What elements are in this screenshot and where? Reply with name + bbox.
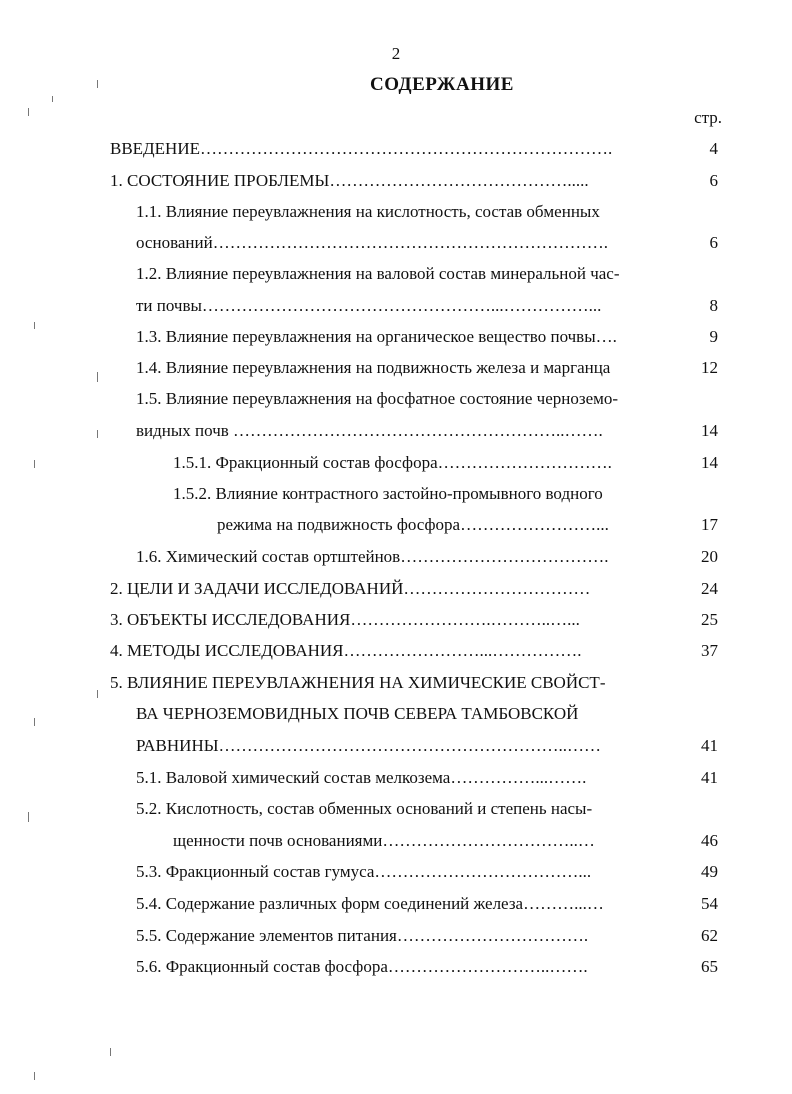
toc-entry-text: 5.6. Фракционный состав фосфора………………………..……. xyxy=(136,957,588,976)
toc-entry-text: РАВНИНЫ……………………………………………………..…… xyxy=(136,736,602,755)
toc-entry-page: 6 xyxy=(709,233,718,252)
toc-entry-page: 8 xyxy=(709,296,718,315)
scan-speck xyxy=(34,460,35,468)
toc-entry-page: 14 xyxy=(701,421,718,440)
toc-entry-text: оснований……………………………………………………………. xyxy=(136,233,608,252)
toc-entry-text: 1.4. Влияние переувлажнения на подвижность железа и марганца xyxy=(136,358,611,377)
toc-entry-page: 24 xyxy=(701,579,718,598)
toc-entry-text: 2. ЦЕЛИ И ЗАДАЧИ ИССЛЕДОВАНИЙ…………………………… xyxy=(110,579,591,598)
toc-entry-text: 5.2. Кислотность, состав обменных оснований и степень насы- xyxy=(136,799,593,818)
scan-speck xyxy=(97,372,98,382)
scan-speck xyxy=(28,108,29,116)
toc-entry-text: 5.5. Содержание элементов питания……………………………. xyxy=(136,926,589,945)
scan-speck xyxy=(34,1072,35,1080)
toc-entry-text: ти почвы……………………………………………...……………... xyxy=(136,296,602,315)
toc-entry-page: 25 xyxy=(701,610,718,629)
page-column-label: стр. xyxy=(694,108,722,127)
toc-entry-page: 41 xyxy=(701,736,718,755)
toc-entry-text: 5. ВЛИЯНИЕ ПЕРЕУВЛАЖНЕНИЯ НА ХИМИЧЕСКИЕ СВОЙСТ- xyxy=(110,673,606,692)
page-number: 2 xyxy=(391,44,401,63)
scan-speck xyxy=(110,1048,111,1056)
toc-entry-text: 4. МЕТОДЫ ИССЛЕДОВАНИЯ……………………...……………. xyxy=(110,641,582,660)
toc-entry-text: 1.1. Влияние переувлажнения на кислотность, состав обменных xyxy=(136,202,600,221)
toc-entry-page: 41 xyxy=(701,768,718,787)
toc-entry-page: 17 xyxy=(701,515,718,534)
toc-entry-text: 5.4. Содержание различных форм соединений железа………...… xyxy=(136,894,604,913)
toc-entry-text: 1.5.1. Фракционный состав фосфора…………………………. xyxy=(173,453,612,472)
toc-entry-page: 4 xyxy=(709,139,718,158)
scan-speck xyxy=(52,96,53,102)
scan-speck xyxy=(97,690,98,698)
scan-speck xyxy=(97,80,98,88)
page-title: СОДЕРЖАНИЕ xyxy=(370,74,514,95)
scan-speck xyxy=(34,322,35,329)
toc-entry-page: 9 xyxy=(709,327,718,346)
scan-speck xyxy=(34,718,35,726)
toc-entry-text: 5.1. Валовой химический состав мелкозема……………...……. xyxy=(136,768,587,787)
toc-entry-page: 12 xyxy=(701,358,718,377)
toc-entry-text: ВВЕДЕНИЕ………………………………………………………………. xyxy=(110,139,613,158)
toc-entry-page: 54 xyxy=(701,894,718,913)
toc-entry-page: 65 xyxy=(701,957,718,976)
toc-entry-text: ВА ЧЕРНОЗЕМОВИДНЫХ ПОЧВ СЕВЕРА ТАМБОВСКОЙ xyxy=(136,704,579,723)
toc-entry-text: 1.5.2. Влияние контрастного застойно-промывного водного xyxy=(173,484,603,503)
toc-entry-text: 1.2. Влияние переувлажнения на валовой состав минеральной час- xyxy=(136,264,620,283)
toc-entry-text: 3. ОБЪЕКТЫ ИССЛЕДОВАНИЯ…………………….………..…... xyxy=(110,610,580,629)
toc-entry-text: 1. СОСТОЯНИЕ ПРОБЛЕМЫ……………………………………..... xyxy=(110,171,589,190)
toc-entry-text: 1.5. Влияние переувлажнения на фосфатное состояние черноземо- xyxy=(136,389,619,408)
toc-entry-page: 6 xyxy=(709,171,718,190)
toc-entry-page: 62 xyxy=(701,926,718,945)
toc-entry-text: щенности почв основаниями……………………………..… xyxy=(173,831,595,850)
toc-entry-page: 46 xyxy=(701,831,718,850)
toc-entry-page: 37 xyxy=(701,641,718,660)
scan-speck xyxy=(97,430,98,438)
toc-entry-text: 1.6. Химический состав ортштейнов………………………………. xyxy=(136,547,609,566)
toc-entry-page: 20 xyxy=(701,547,718,566)
toc-entry-page: 14 xyxy=(701,453,718,472)
toc-entry-text: 5.3. Фракционный состав гумуса………………………………... xyxy=(136,862,592,881)
toc-entry-text: режима на подвижность фосфора……………………... xyxy=(217,515,609,534)
toc-entry-text: 1.3. Влияние переувлажнения на органическое вещество почвы…. xyxy=(136,327,617,346)
scan-speck xyxy=(28,812,29,822)
toc-entry-page: 49 xyxy=(701,862,718,881)
toc-entry-text: видных почв …………………………………………………..……. xyxy=(136,421,603,440)
